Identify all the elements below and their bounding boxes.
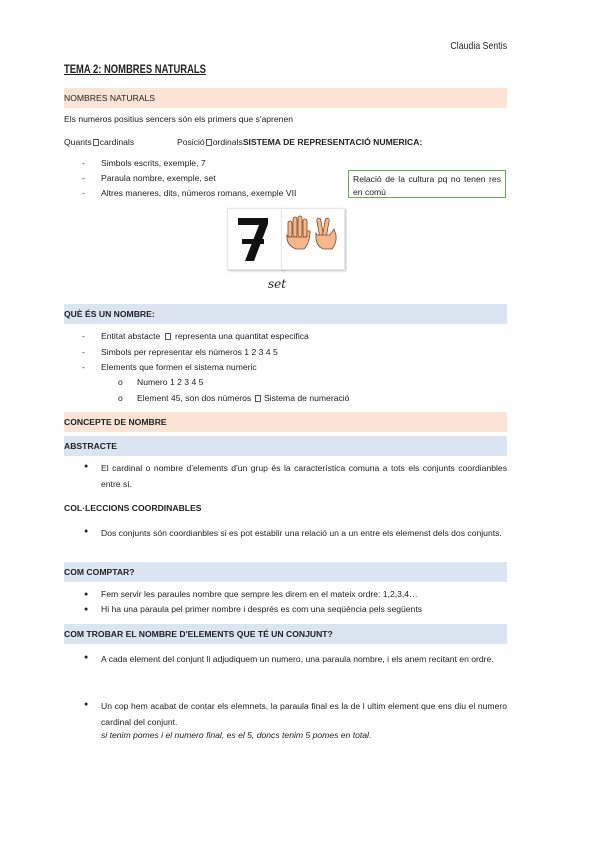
dash-bullet: - bbox=[82, 188, 85, 198]
sistema-label: SISTEMA DE REPRESENTACIÓ NUMERICA: bbox=[242, 137, 423, 147]
subsection-heading: COM TROBAR EL NOMBRE D'ELEMENTS QUE TÉ UN CONJUNT? bbox=[64, 629, 333, 639]
dash-bullet: - bbox=[82, 331, 85, 341]
section-heading: NOMBRES NATURALS bbox=[64, 93, 156, 103]
sub-bullet: o bbox=[118, 393, 123, 403]
ordinals-label: ordinals bbox=[212, 137, 243, 147]
list-item: Altres maneres, dits, números romans, exemple VII bbox=[101, 188, 297, 198]
subsection-band-com-trobar bbox=[64, 624, 507, 644]
list-item: Simbols escrits, exemple, 7 bbox=[101, 158, 206, 168]
paragraph: Dos conjunts són coordianbles si es pot establir una relació un a un entre els elemenst dels dos conjunts. bbox=[101, 528, 502, 538]
hands-seven-fingers-card bbox=[281, 208, 345, 270]
author-name: Claudia Sentis bbox=[450, 40, 507, 52]
image-caption: set bbox=[268, 277, 287, 291]
list-item: Entitat abstacte representa una quantitat especifica bbox=[101, 331, 309, 341]
subsection-heading: COL·LECCIONS COORDINABLES bbox=[64, 503, 202, 513]
arrow-icon bbox=[255, 395, 261, 402]
subsection-heading: COM COMPTAR? bbox=[64, 567, 135, 577]
list-item: Hi ha una paraula pel primer nombre i després es com una seqüència pels següents bbox=[101, 604, 423, 614]
arrow-icon bbox=[206, 139, 212, 146]
dash-bullet: - bbox=[82, 362, 85, 372]
dash-bullet: - bbox=[82, 173, 85, 183]
sub-list-item: Element 45, son dos números Sistema de numeració bbox=[137, 393, 350, 403]
posicio-label: Posició bbox=[177, 137, 205, 147]
cardinals-label: cardinals bbox=[99, 137, 135, 147]
sub-list-item: Numero 1 2 3 4 5 bbox=[137, 377, 204, 387]
number-seven-card bbox=[227, 208, 283, 270]
dash-bullet: - bbox=[82, 347, 85, 357]
intro-text: Els numeros positius sencers són els primers que s'aprenen bbox=[64, 114, 294, 124]
seven-glyph-icon bbox=[228, 209, 282, 269]
example-text: si tenim pomes i el numero final, es el 5, doncs tenim 5 pomes en total. bbox=[101, 730, 372, 740]
bullet-dot: ● bbox=[84, 463, 89, 470]
hand-fingers-icon bbox=[282, 209, 344, 269]
subsection-heading: ABSTRACTE bbox=[64, 441, 117, 451]
list-item: Paraula nombre, exemple, set bbox=[101, 173, 216, 183]
dash-bullet: - bbox=[82, 158, 85, 168]
posicio-ordinals-line bbox=[177, 137, 422, 147]
bullet-dot: ● bbox=[84, 654, 89, 661]
list-item: Elements que formen el sistema numeric bbox=[101, 362, 257, 372]
section-heading: CONCEPTE DE NOMBRE bbox=[64, 417, 167, 427]
quants-cardinals-line bbox=[64, 137, 134, 147]
culture-note-box: Relació de la cultura pq no tenen res en comú bbox=[348, 170, 506, 198]
sub-bullet: o bbox=[118, 377, 123, 387]
arrow-icon bbox=[93, 139, 99, 146]
quants-label: Quants bbox=[64, 137, 92, 147]
page-title: TEMA 2: NOMBRES NATURALS bbox=[64, 64, 206, 76]
section-band-nombres-naturals bbox=[64, 88, 507, 108]
subsection-band-com-comptar bbox=[64, 562, 507, 582]
bullet-dot: ● bbox=[84, 591, 89, 598]
bullet-dot: ● bbox=[84, 528, 89, 535]
subsection-band-abstracte bbox=[64, 436, 507, 456]
list-item: Fem servir les paraules nombre que sempre les direm en el mateix ordre: 1,2,3,4… bbox=[101, 589, 418, 599]
paragraph: El cardinal o nombre d'elements d'un grup és la característica comuna a tots els conjunts coordianbles entre sí. bbox=[101, 463, 507, 489]
section-heading: QUÈ ÉS UN NOMBRE: bbox=[64, 309, 155, 319]
arrow-icon bbox=[165, 333, 171, 340]
paragraph: A cada element del conjunt li adjudiquem un numero, una paraula nombre, i els anem recitant en ordre. bbox=[101, 654, 494, 664]
bullet-dot: ● bbox=[84, 701, 89, 708]
bullet-dot: ● bbox=[84, 606, 89, 613]
section-band-que-es bbox=[64, 304, 507, 324]
list-item: Simbols per representar els números 1 2 3 4 5 bbox=[101, 347, 278, 357]
section-band-concepte bbox=[64, 412, 507, 432]
paragraph: Un cop hem acabat de contar els elemnets, la paraula final es la de l ultim element que ens diu el numero cardinal del conjunt. bbox=[101, 701, 507, 727]
